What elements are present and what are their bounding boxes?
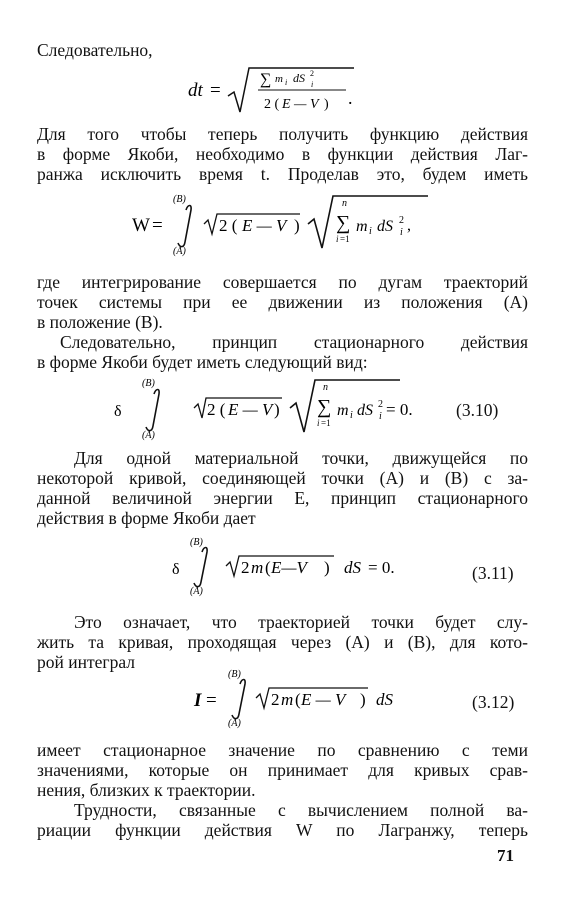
svg-text:I: I — [194, 690, 202, 711]
svg-text:W: W — [132, 215, 150, 236]
text-line: Для одной материальной точки, движущейся по — [74, 448, 528, 468]
text-line: где интегрирование совершается по дугам траекторий — [37, 272, 528, 292]
svg-text:i: i — [379, 411, 382, 422]
svg-text:m: m — [356, 218, 368, 235]
svg-text:= 0.: = 0. — [368, 558, 395, 577]
svg-text:2: 2 — [399, 215, 404, 226]
equation-number: (3.12) — [472, 692, 515, 712]
text-line: значениями, которые он принимает для кривых срав- — [37, 760, 528, 780]
svg-text:δ: δ — [114, 403, 122, 420]
svg-text:(: ( — [295, 690, 301, 709]
page-number: 71 — [497, 846, 514, 865]
svg-text:=1: =1 — [340, 234, 350, 244]
svg-text:(B): (B) — [228, 669, 241, 680]
svg-text:(B): (B) — [190, 537, 203, 548]
svg-text:2: 2 — [241, 558, 250, 577]
text-line: Для того чтобы теперь получить функцию действия — [37, 124, 528, 144]
svg-text:(B): (B) — [173, 194, 186, 205]
equation-3-10 — [110, 372, 440, 448]
svg-text:n: n — [342, 198, 347, 209]
svg-text:dS: dS — [377, 218, 393, 235]
equation-number: (3.11) — [472, 563, 514, 583]
svg-text:2: 2 — [271, 690, 280, 709]
text-line: некоторой кривой, соединяющей точки (A) и (B) с за- — [37, 468, 528, 488]
svg-text:m: m — [251, 558, 264, 577]
svg-text:dS: dS — [376, 690, 393, 709]
text-line: жить та кривая, проходящая через (A) и (B), для кото- — [37, 632, 528, 652]
svg-text:): ) — [274, 400, 280, 419]
equation-3-12 — [190, 664, 410, 734]
svg-text:∑: ∑ — [317, 396, 332, 418]
text-line: Это означает, что траекторией точки будет слу- — [74, 612, 528, 632]
text-line: в форме Якоби, необходимо в функции действия Лаг- — [37, 144, 528, 164]
text-line: Следовательно, — [37, 40, 153, 60]
text-line: действия в форме Якоби дает — [37, 508, 256, 528]
svg-text:2: 2 — [310, 69, 314, 78]
svg-text:=: = — [210, 80, 221, 101]
text-line: риации функции действия W по Лагранжу, теперь — [37, 820, 528, 840]
text-line: Следовательно, принцип стационарного действия — [60, 332, 528, 352]
text-line: Трудности, связанные с вычислением полной ва- — [74, 800, 528, 820]
svg-text:(: ( — [265, 558, 271, 577]
svg-text:n: n — [323, 382, 328, 393]
equation-w — [128, 188, 448, 262]
svg-text:(A): (A) — [142, 430, 155, 441]
svg-text:,: , — [407, 217, 411, 234]
svg-text:i: i — [317, 418, 320, 428]
svg-text:m: m — [281, 690, 294, 709]
svg-text:(B): (B) — [142, 378, 155, 389]
svg-text:2 (: 2 ( — [219, 216, 238, 235]
svg-text:i: i — [350, 410, 353, 421]
svg-text:∑: ∑ — [336, 212, 351, 234]
svg-text:): ) — [324, 558, 330, 577]
svg-text:dS: dS — [357, 402, 373, 419]
svg-text:i: i — [285, 78, 288, 87]
text-line: точек системы при ее движении из положения (A) — [37, 292, 528, 312]
svg-text:): ) — [360, 690, 366, 709]
svg-text:m: m — [275, 73, 283, 85]
svg-text:δ: δ — [172, 561, 180, 578]
svg-text:): ) — [294, 216, 300, 235]
svg-text:=: = — [152, 215, 163, 236]
svg-text:2: 2 — [378, 399, 383, 410]
svg-text:= 0.: = 0. — [386, 400, 413, 419]
svg-text:E — V: E — V — [228, 400, 273, 419]
svg-text:(A): (A) — [228, 718, 241, 729]
svg-text:2 (: 2 ( — [264, 97, 280, 112]
text-line: имеет стационарное значение по сравнению с теми — [37, 740, 528, 760]
equation-number: (3.10) — [456, 400, 499, 420]
svg-text:E — V: E — V — [301, 690, 346, 709]
text-line: в положение (B). — [37, 312, 163, 332]
svg-text:∑: ∑ — [260, 71, 272, 88]
svg-text:dS: dS — [344, 558, 361, 577]
svg-text:2 (: 2 ( — [207, 400, 226, 419]
text-line: данной величиной энергии E, принцип стационарного — [37, 488, 528, 508]
text-line: в форме Якоби будет иметь следующий вид: — [37, 352, 368, 372]
equation-3-11 — [168, 532, 418, 600]
svg-text:m: m — [337, 402, 349, 419]
text-line: нения, близких к траектории. — [37, 780, 256, 800]
text-line: ранжа исключить время t. Проделав это, будем иметь — [37, 164, 528, 184]
svg-text:): ) — [324, 97, 329, 112]
svg-text:i: i — [400, 227, 403, 238]
svg-text:=1: =1 — [321, 418, 331, 428]
svg-text:E — V: E — V — [242, 216, 287, 235]
svg-text:(A): (A) — [190, 586, 203, 597]
equation-dt — [182, 62, 372, 118]
svg-text:dS: dS — [293, 71, 305, 85]
svg-text:dt: dt — [188, 80, 203, 101]
svg-text:i: i — [336, 234, 339, 244]
svg-text:E — V: E — V — [282, 97, 319, 112]
svg-text:E—V: E—V — [271, 558, 307, 577]
svg-text:=: = — [206, 690, 217, 711]
svg-text:i: i — [369, 226, 372, 237]
svg-text:.: . — [348, 88, 353, 108]
svg-text:(A): (A) — [173, 246, 186, 257]
svg-text:i: i — [311, 80, 314, 89]
text-line: рой интеграл — [37, 652, 135, 672]
